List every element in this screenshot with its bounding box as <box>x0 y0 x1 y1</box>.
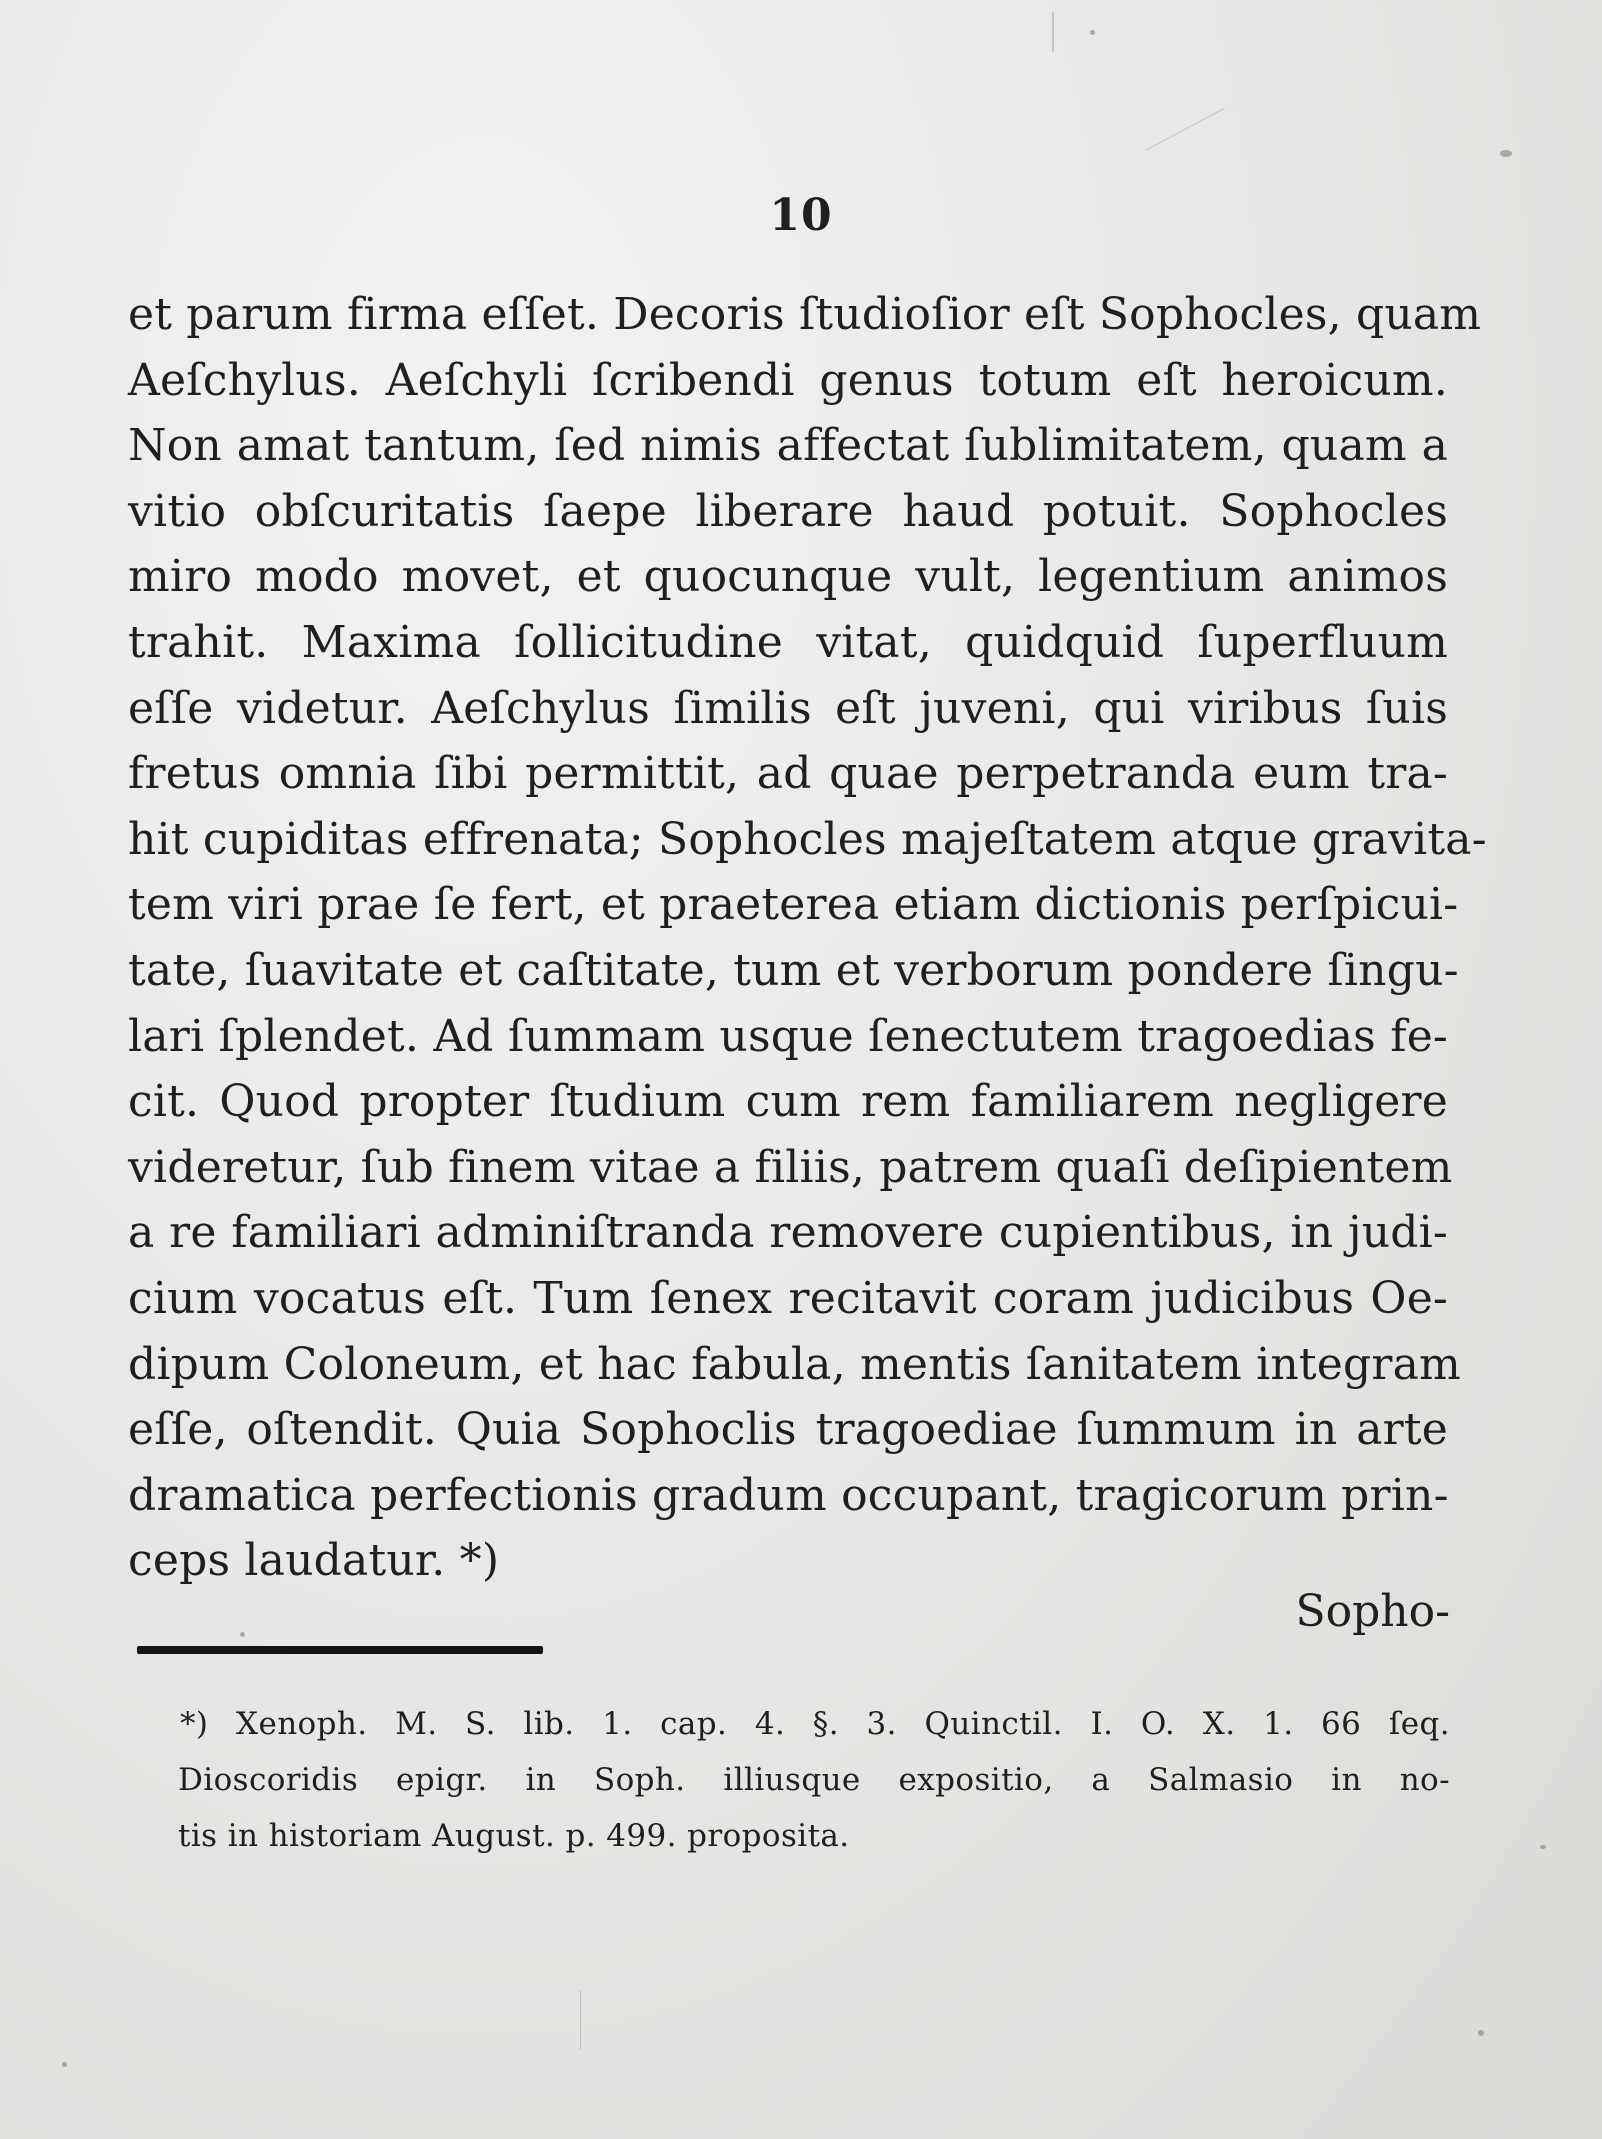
text-line: vitio obſcuritatis ſaepe liberare haud potuit. Sophocles <box>128 485 1448 537</box>
paper-speck <box>240 1632 245 1637</box>
text-line: videretur, ſub finem vitae a filiis, patrem quaſi deſipientem <box>128 1141 1453 1193</box>
text-line: Non amat tantum, ſed nimis affectat ſublimitatem, quam a <box>128 420 1448 472</box>
footnote-line: tis in historiam August. p. 499. proposita. <box>178 1818 850 1854</box>
paper-speck <box>1478 2030 1484 2036</box>
paper-speck <box>1500 150 1512 157</box>
text-line: fretus omnia ſibi permittit, ad quae perpetranda eum tra- <box>128 748 1448 800</box>
text-line: et parum firma eſſet. Decoris ſtudioſior eſt Sophocles, quam <box>128 289 1482 340</box>
text-line: trahit. Maxima ſollicitudine vitat, quidquid ſuperfluum <box>128 616 1448 668</box>
text-line: ceps laudatur. *) <box>128 1535 500 1587</box>
text-line: lari ſplendet. Ad ſummam usque ſenectutem tragoedias fe- <box>128 1010 1448 1062</box>
text-line: eſſe, oſtendit. Quia Sophoclis tragoediae ſummum in arte <box>128 1404 1448 1456</box>
text-line: eſſe videtur. Aeſchylus ſimilis eſt juveni, qui viribus ſuis <box>128 682 1448 734</box>
text-line: cium vocatus eſt. Tum ſenex recitavit coram judicibus Oe- <box>128 1272 1448 1324</box>
text-line: Aeſchylus. Aeſchyli ſcribendi genus totum eſt heroicum. <box>128 354 1448 406</box>
body-text <box>128 282 1487 1594</box>
catchword: Sopho- <box>1295 1586 1450 1637</box>
text-line: cit. Quod propter ſtudium cum rem familiarem negligere <box>128 1076 1448 1128</box>
text-line: tem viri prae ſe fert, et praeterea etiam dictionis perſpicui- <box>128 879 1459 931</box>
paper-scratch <box>1145 108 1225 151</box>
footnotes <box>178 1696 1450 1864</box>
text-line: tate, ſuavitate et caſtitate, tum et verborum pondere ſingu- <box>128 944 1459 996</box>
text-line: dramatica perfectionis gradum occupant, tragicorum prin- <box>128 1469 1449 1521</box>
footnote-line: Dioscoridis epigr. in Soph. illiusque expositio, a Salmasio in no- <box>178 1762 1450 1798</box>
footnote-rule <box>137 1646 543 1654</box>
text-line: dipum Coloneum, et hac fabula, mentis ſanitatem integram <box>128 1338 1461 1390</box>
footnote-line: *) Xenoph. M. S. lib. 1. cap. 4. §. 3. Quinctil. I. O. X. 1. 66 ſeq. <box>180 1706 1450 1742</box>
paper-speck <box>1090 30 1095 35</box>
page-number: 10 <box>769 190 833 241</box>
text-line: hit cupiditas effrenata; Sophocles majeſtatem atque gravita- <box>128 813 1487 865</box>
paper-scratch <box>580 1990 581 2050</box>
paper-speck <box>62 2062 67 2067</box>
paper-scratch <box>1052 12 1054 52</box>
text-line: a re familiari adminiſtranda removere cupientibus, in judi- <box>128 1207 1448 1259</box>
text-line: miro modo movet, et quocunque vult, legentium animos <box>128 551 1448 603</box>
paper-speck <box>1540 1845 1546 1849</box>
